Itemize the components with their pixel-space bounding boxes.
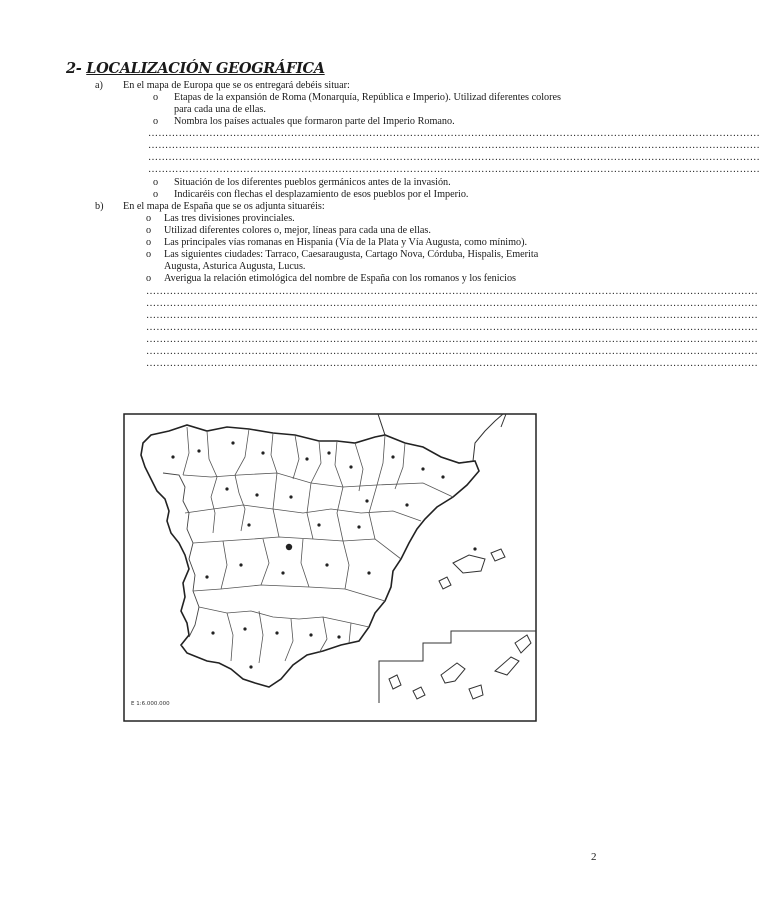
section-title: LOCALIZACIÓN GEOGRÁFICA xyxy=(86,60,325,77)
item-a-intro: En el mapa de Europa que se os entregará debéis situar: xyxy=(123,80,350,91)
item-a-marker: a) xyxy=(95,80,103,91)
answer-line: ……………………………………………………………………………………………………………………………………………………………… xyxy=(146,346,758,357)
b-bullet-5: Averigua la relación etimológica del nombre de España con los romanos y los fenicios xyxy=(164,273,517,284)
bullet-icon: o xyxy=(153,189,159,200)
a-bullet-1: Etapas de la expansión de Roma (Monarquía, República e Imperio). Utilizad diferentes colores xyxy=(174,92,561,103)
a-bullet-1-cont: para cada una de ellas. xyxy=(174,104,266,115)
bullet-icon: o xyxy=(146,273,152,284)
answer-line: ……………………………………………………………………………………………………………………………………………………………… xyxy=(148,128,760,139)
b-bullet-2: Utilizad diferentes colores o, mejor, líneas para cada una de ellas. xyxy=(164,225,431,236)
map-scale: E 1:6.000.000 xyxy=(131,701,170,707)
bullet-icon: o xyxy=(153,116,159,127)
b-bullet-4: Las siguientes ciudades: Tarraco, Caesaraugusta, Cartago Nova, Córduba, Hispalis, Emerita xyxy=(164,249,539,260)
bullet-icon: o xyxy=(146,249,152,260)
item-b-marker: b) xyxy=(95,201,104,212)
bullet-icon: o xyxy=(146,237,152,248)
section-heading xyxy=(66,60,325,77)
answer-line: ……………………………………………………………………………………………………………………………………………………………… xyxy=(148,152,760,163)
answer-line: ……………………………………………………………………………………………………………………………………………………………… xyxy=(146,358,758,369)
bullet-icon: o xyxy=(146,225,152,236)
bullet-icon: o xyxy=(146,213,152,224)
a-bullet-2: Nombra los países actuales que formaron parte del Imperio Romano. xyxy=(174,116,455,127)
answer-line: ……………………………………………………………………………………………………………………………………………………………… xyxy=(148,140,760,151)
page-number: 2 xyxy=(591,851,597,863)
answer-line: ……………………………………………………………………………………………………………………………………………………………… xyxy=(146,334,758,345)
spain-provinces-map xyxy=(123,413,537,722)
section-number: 2- xyxy=(66,60,82,77)
bullet-icon: o xyxy=(153,177,159,188)
answer-line: ……………………………………………………………………………………………………………………………………………………………… xyxy=(146,298,758,309)
b-bullet-3: Las principales vías romanas en Hispania (Vía de la Plata y Vía Augusta, como mínimo). xyxy=(164,237,528,248)
answer-line: ……………………………………………………………………………………………………………………………………………………………… xyxy=(146,286,758,297)
bullet-icon: o xyxy=(153,92,159,103)
answer-line: ……………………………………………………………………………………………………………………………………………………………… xyxy=(146,322,758,333)
answer-line: ……………………………………………………………………………………………………………………………………………………………… xyxy=(146,310,758,321)
b-bullet-4-cont: Augusta, Asturica Augusta, Lucus. xyxy=(164,261,306,272)
a-bullet-4: Indicaréis con flechas el desplazamiento de esos pueblos por el Imperio. xyxy=(174,189,469,200)
a-bullet-3: Situación de los diferentes pueblos germánicos antes de la invasión. xyxy=(174,177,451,188)
answer-line: ……………………………………………………………………………………………………………………………………………………………… xyxy=(148,164,760,175)
item-b-intro: En el mapa de España que se os adjunta situaréis: xyxy=(123,201,325,212)
b-bullet-1: Las tres divisiones provinciales. xyxy=(164,213,295,224)
